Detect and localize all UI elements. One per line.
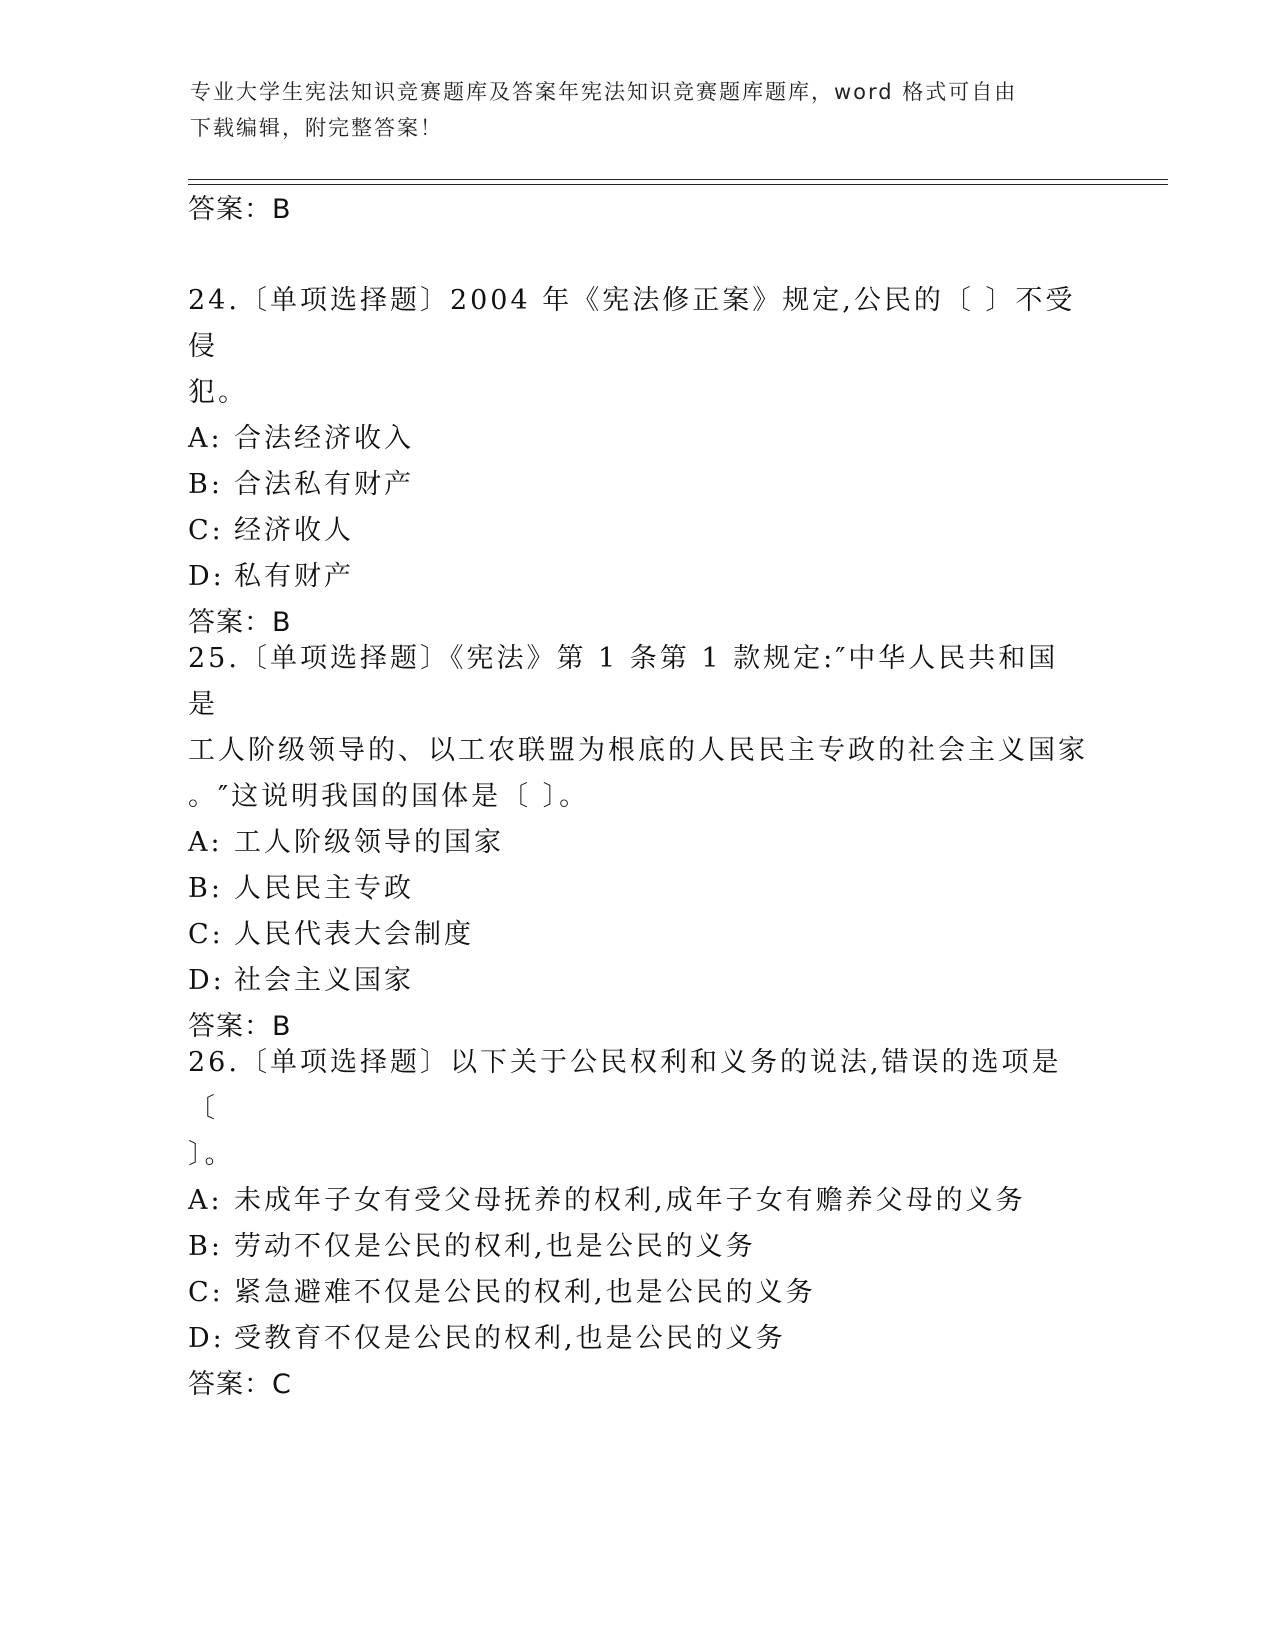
question-stem-line: 工人阶级领导的、以工农联盟为根底的人民民主专政的社会主义国家 [188,735,1088,766]
option-letter: B: [188,1231,223,1262]
question-26 [188,1040,1088,1408]
option-b [188,866,1088,912]
option-d [188,958,1088,1004]
option-letter: A: [188,827,223,858]
option-letter: C: [188,919,224,950]
option-letter: B: [188,469,223,500]
question-24 [188,278,1088,646]
option-text: 人民代表大会制度 [234,919,474,950]
question-stem-line: 〕。 [188,1139,235,1170]
option-letter: A: [188,423,223,454]
question-stem-line: 26.〔单项选择题〕以下关于公民权利和义务的说法,错误的选项是〔 [188,1047,1062,1124]
option-text: 社会主义国家 [234,965,414,996]
option-d [188,554,1088,600]
option-text: 紧急避难不仅是公民的权利,也是公民的义务 [234,1277,816,1308]
option-a [188,820,1088,866]
question-stem-line: 。″这说明我国的国体是〔 〕。 [188,781,590,812]
header-rule-top [188,179,1168,180]
option-text: 私有财产 [234,561,354,592]
question-25 [188,636,1088,1050]
option-text: 劳动不仅是公民的权利,也是公民的义务 [234,1231,756,1262]
header-line-1: 专业大学生宪法知识竞赛题库及答案年宪法知识竞赛题库题库，word 格式可自由 [190,80,1018,104]
header-line-2: 下载编辑，附完整答案！ [190,116,443,140]
option-text: 人民民主专政 [234,873,414,904]
question-stem-line: 24.〔单项选择题〕2004 年《宪法修正案》规定,公民的〔 〕不受侵 [188,285,1076,362]
option-letter: C: [188,515,224,546]
option-letter: D: [188,1323,225,1354]
option-letter: D: [188,965,225,996]
option-letter: D: [188,561,225,592]
option-text: 合法私有财产 [234,469,414,500]
option-c [188,1270,1088,1316]
option-letter: A: [188,1185,223,1216]
previous-answer: 答案：B [188,194,292,225]
option-a [188,1178,1088,1224]
option-a [188,416,1088,462]
option-text: 受教育不仅是公民的权利,也是公民的义务 [234,1323,786,1354]
option-text: 合法经济收入 [234,423,414,454]
page-header [190,74,1090,146]
option-d [188,1316,1088,1362]
option-b [188,1224,1088,1270]
option-text: 工人阶级领导的国家 [234,827,504,858]
option-text: 经济收人 [234,515,354,546]
option-text: 未成年子女有受父母抚养的权利,成年子女有赡养父母的义务 [234,1185,1026,1216]
answer: 答案：B [188,607,292,638]
option-b [188,462,1088,508]
option-letter: C: [188,1277,224,1308]
option-c [188,508,1088,554]
header-rule-bottom [188,184,1168,185]
question-stem-line: 犯。 [188,377,248,408]
question-stem-line: 25.〔单项选择题〕《宪法》第 1 条第 1 款规定:″中华人民共和国是 [188,643,1059,720]
answer: 答案：C [188,1369,292,1400]
option-c [188,912,1088,958]
option-letter: B: [188,873,223,904]
answer: 答案：B [188,1011,292,1042]
